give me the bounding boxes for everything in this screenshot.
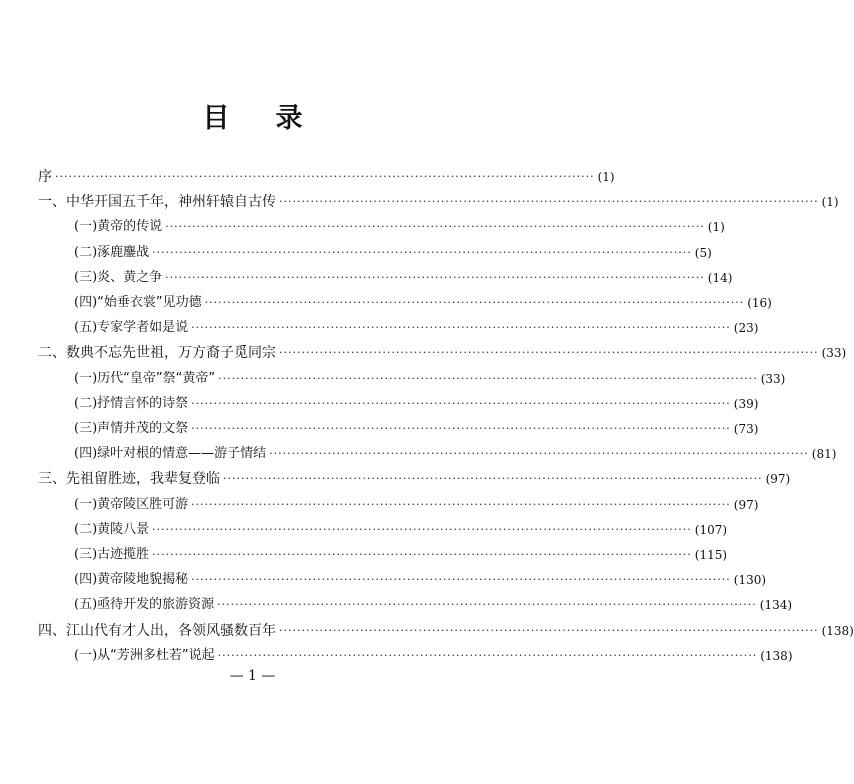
toc-chapter-entry bbox=[38, 166, 615, 188]
toc-page-number: (1) bbox=[707, 220, 725, 235]
toc-entry-number: (一) bbox=[74, 496, 98, 512]
toc-entry-label: 黄帝陵地貌揭秘 bbox=[97, 572, 189, 588]
toc-entry-label: 三、先祖留胜迹，我辈复登临 bbox=[38, 471, 220, 488]
toc-entry-label: 声情并茂的文祭 bbox=[97, 421, 189, 436]
toc-page-number: (73) bbox=[733, 422, 759, 436]
toc-entry-label: 古迹揽胜 bbox=[97, 547, 150, 562]
toc-page-number: (107) bbox=[694, 522, 728, 537]
toc-section-entry bbox=[74, 544, 728, 566]
toc-entry-label: 亟待开发的旅游资源 bbox=[97, 597, 215, 613]
dot-leader: ························································································································ bbox=[191, 497, 731, 511]
toc-entry-label: 从“芳洲多杜若”说起 bbox=[97, 647, 215, 663]
toc-page-number: (23) bbox=[733, 321, 759, 336]
toc-page-number: (1) bbox=[821, 195, 839, 210]
toc-entry-label: 历代“皇帝”祭“黄帝” bbox=[97, 370, 216, 386]
toc-entry-number: (三) bbox=[74, 547, 98, 562]
toc-entry-number: (二) bbox=[74, 244, 98, 260]
toc-entry-label: 炎、黄之争 bbox=[97, 269, 163, 285]
toc-page-number: (5) bbox=[694, 245, 712, 260]
toc-entry-number: (三) bbox=[74, 421, 98, 436]
toc-page-number: (1) bbox=[597, 170, 615, 184]
toc-chapter-entry bbox=[38, 342, 847, 364]
toc-entry-number: (二) bbox=[74, 521, 98, 537]
toc-entry-number: (一) bbox=[74, 370, 98, 386]
toc-entry-number: (四) bbox=[74, 295, 98, 310]
dot-leader: ························································································································ bbox=[152, 548, 692, 561]
toc-page-number: (16) bbox=[747, 296, 772, 310]
toc-chapter-entry bbox=[38, 191, 839, 213]
dot-leader: ························································································································ bbox=[55, 170, 595, 183]
page-number: — 1 — bbox=[229, 668, 276, 684]
dot-leader: ························································································································ bbox=[165, 270, 705, 284]
toc-entry-number: (一) bbox=[74, 647, 98, 663]
toc-entry-number: (二) bbox=[74, 395, 98, 411]
toc-section-entry bbox=[74, 418, 759, 440]
toc-page-number: (33) bbox=[821, 346, 847, 361]
toc-section-entry bbox=[74, 267, 733, 289]
toc-section-entry bbox=[74, 569, 767, 591]
dot-leader: ························································································································ bbox=[217, 648, 758, 662]
toc-entry-label: 四、江山代有才人出，各领风骚数百年 bbox=[38, 622, 276, 639]
dot-leader: ························································································································ bbox=[279, 346, 819, 360]
toc-entry-label: 黄帝的传说 bbox=[97, 219, 163, 235]
toc-section-entry bbox=[74, 368, 786, 390]
dot-leader: ························································································································ bbox=[279, 195, 819, 209]
dot-leader: ························································································································ bbox=[165, 220, 705, 234]
toc-entry-label: 序 bbox=[38, 169, 52, 185]
toc-chapter-entry bbox=[38, 620, 854, 642]
toc-entry-label: “始垂衣裳”见功德 bbox=[97, 295, 202, 310]
toc-page-number: (138) bbox=[821, 623, 854, 638]
toc-entry-label: 绿叶对根的情意——游子情结 bbox=[97, 446, 267, 462]
dot-leader: ························································································································ bbox=[152, 522, 692, 536]
toc-page-number: (130) bbox=[733, 573, 767, 588]
toc-section-entry bbox=[74, 292, 772, 314]
toc-entry-label: 专家学者如是说 bbox=[97, 320, 189, 336]
toc-entry-label: 黄帝陵区胜可游 bbox=[97, 496, 189, 512]
dot-leader: ························································································································ bbox=[217, 598, 757, 612]
toc-section-entry bbox=[74, 443, 837, 465]
toc-entry-number: (四) bbox=[74, 572, 98, 588]
dot-leader: ························································································································ bbox=[191, 573, 731, 587]
toc-page-number: (115) bbox=[694, 548, 728, 562]
dot-leader: ························································································································ bbox=[269, 447, 809, 461]
dot-leader: ························································································································ bbox=[152, 245, 692, 259]
toc-entry-label: 一、中华开国五千年，神州轩辕自古传 bbox=[38, 194, 276, 211]
toc-entry-number: (一) bbox=[74, 219, 98, 235]
toc-chapter-entry bbox=[38, 468, 791, 490]
toc-entry-label: 黄陵八景 bbox=[97, 521, 150, 537]
toc-section-entry bbox=[74, 317, 759, 339]
toc-section-entry bbox=[74, 645, 793, 667]
toc-entry-label: 二、数典不忘先世祖，万方裔子觅同宗 bbox=[38, 345, 276, 362]
dot-leader: ························································································································ bbox=[218, 371, 758, 385]
toc-page-number: (14) bbox=[707, 270, 733, 285]
toc-page-number: (134) bbox=[759, 598, 793, 613]
toc-section-entry bbox=[74, 393, 759, 415]
toc-section-entry bbox=[74, 594, 793, 616]
toc-entry-label: 抒情言怀的诗祭 bbox=[97, 395, 189, 411]
toc-page-number: (33) bbox=[760, 371, 786, 386]
toc-page-number: (39) bbox=[733, 396, 759, 411]
page-title: 目录 bbox=[202, 103, 349, 134]
toc-page-number: (97) bbox=[733, 497, 759, 512]
toc-page-number: (138) bbox=[760, 648, 793, 663]
dot-leader: ························································································································ bbox=[191, 422, 731, 435]
toc-section-entry bbox=[74, 216, 725, 238]
toc-entry-number: (三) bbox=[74, 269, 98, 285]
toc-section-entry bbox=[74, 242, 712, 264]
dot-leader: ························································································································ bbox=[223, 472, 763, 486]
dot-leader: ························································································································ bbox=[204, 296, 745, 309]
toc-entry-number: (五) bbox=[74, 320, 98, 336]
dot-leader: ························································································································ bbox=[279, 623, 819, 637]
toc-entry-number: (五) bbox=[74, 597, 98, 613]
dot-leader: ························································································································ bbox=[191, 321, 731, 335]
dot-leader: ························································································································ bbox=[191, 396, 731, 410]
toc-page-number: (81) bbox=[811, 447, 837, 462]
toc-section-entry bbox=[74, 494, 759, 516]
toc-page-number: (97) bbox=[765, 472, 791, 487]
toc-section-entry bbox=[74, 519, 728, 541]
toc-entry-label: 涿鹿鏖战 bbox=[97, 244, 150, 260]
toc-entry-number: (四) bbox=[74, 446, 98, 462]
